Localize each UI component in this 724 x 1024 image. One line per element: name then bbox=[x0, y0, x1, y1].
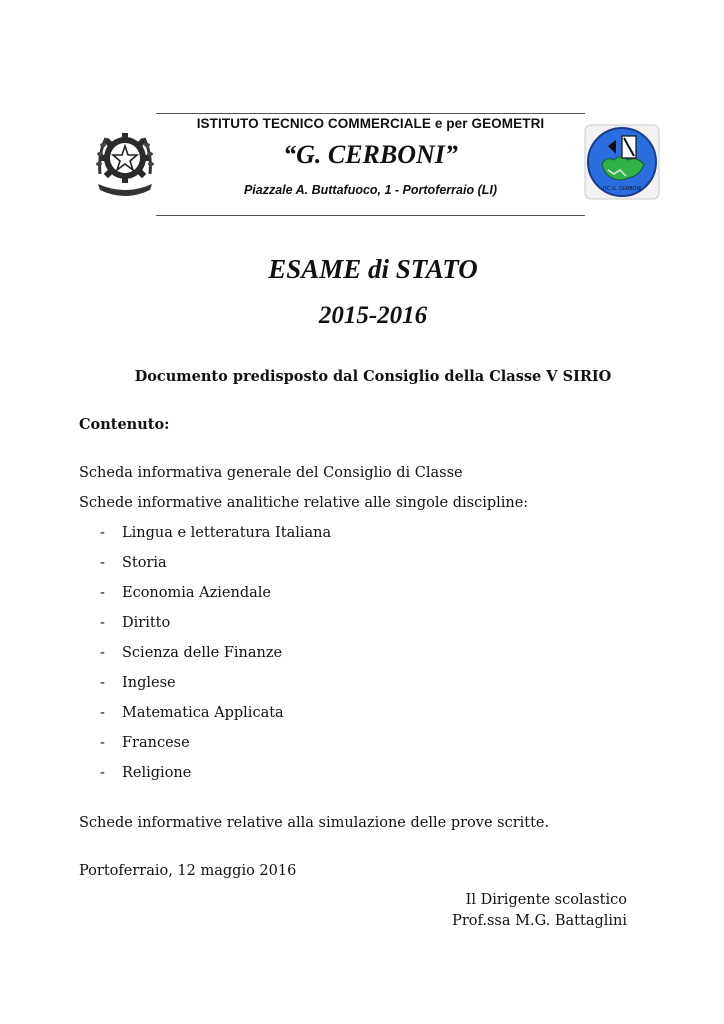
list-bullet: - bbox=[100, 585, 105, 601]
list-item bbox=[100, 615, 170, 631]
list-bullet: - bbox=[100, 525, 105, 541]
list-item bbox=[100, 735, 190, 751]
simulation-sheets-line: Schede informative relative alla simulazione delle prove scritte. bbox=[79, 815, 550, 831]
school-address: Piazzale A. Buttafuoco, 1 - Portoferraio (LI) bbox=[243, 183, 498, 197]
general-sheet-line: Scheda informativa generale del Consiglio di Classe bbox=[79, 465, 463, 481]
school-type: ISTITUTO TECNICO COMMERCIALE e per GEOMETRI bbox=[196, 116, 545, 131]
header-bottom-rule bbox=[156, 215, 585, 216]
subject-label: Inglese bbox=[122, 675, 176, 691]
list-bullet: - bbox=[100, 615, 105, 631]
subject-label: Scienza delle Finanze bbox=[122, 645, 283, 661]
list-bullet: - bbox=[100, 555, 105, 571]
list-item bbox=[100, 585, 271, 601]
list-item bbox=[100, 765, 191, 781]
exam-year: 2015-2016 bbox=[318, 302, 428, 329]
exam-title: ESAME di STATO bbox=[268, 254, 478, 284]
list-bullet: - bbox=[100, 735, 105, 751]
list-bullet: - bbox=[100, 645, 105, 661]
school-logo-text: ITC G. CERBONI bbox=[602, 186, 642, 192]
subject-label: Lingua e letteratura Italiana bbox=[122, 525, 332, 541]
signature-role: Il Dirigente scolastico bbox=[465, 892, 627, 908]
list-bullet: - bbox=[100, 705, 105, 721]
list-item bbox=[100, 525, 331, 541]
subject-label: Religione bbox=[122, 765, 192, 781]
document-subtitle: Documento predisposto dal Consiglio della Classe V SIRIO bbox=[134, 368, 612, 385]
analytic-sheets-line: Schede informative analitiche relative alle singole discipline: bbox=[79, 495, 529, 511]
list-item bbox=[100, 555, 167, 571]
subject-label: Francese bbox=[122, 735, 190, 751]
list-item bbox=[100, 645, 282, 661]
header-top-rule bbox=[156, 113, 585, 114]
list-bullet: - bbox=[100, 675, 105, 691]
subject-label: Matematica Applicata bbox=[122, 705, 284, 721]
list-item bbox=[100, 675, 176, 691]
contents-label: Contenuto: bbox=[79, 416, 170, 433]
republic-emblem-icon bbox=[92, 124, 158, 200]
place-date: Portoferraio, 12 maggio 2016 bbox=[79, 863, 297, 879]
subject-label: Diritto bbox=[122, 615, 171, 631]
list-item bbox=[100, 705, 284, 721]
list-bullet: - bbox=[100, 765, 105, 781]
signature-name: Prof.ssa M.G. Battaglini bbox=[452, 913, 627, 929]
school-name: “G. CERBONI” bbox=[283, 140, 458, 169]
subject-label: Economia Aziendale bbox=[122, 585, 271, 601]
school-logo bbox=[584, 124, 660, 200]
subject-label: Storia bbox=[122, 555, 167, 571]
